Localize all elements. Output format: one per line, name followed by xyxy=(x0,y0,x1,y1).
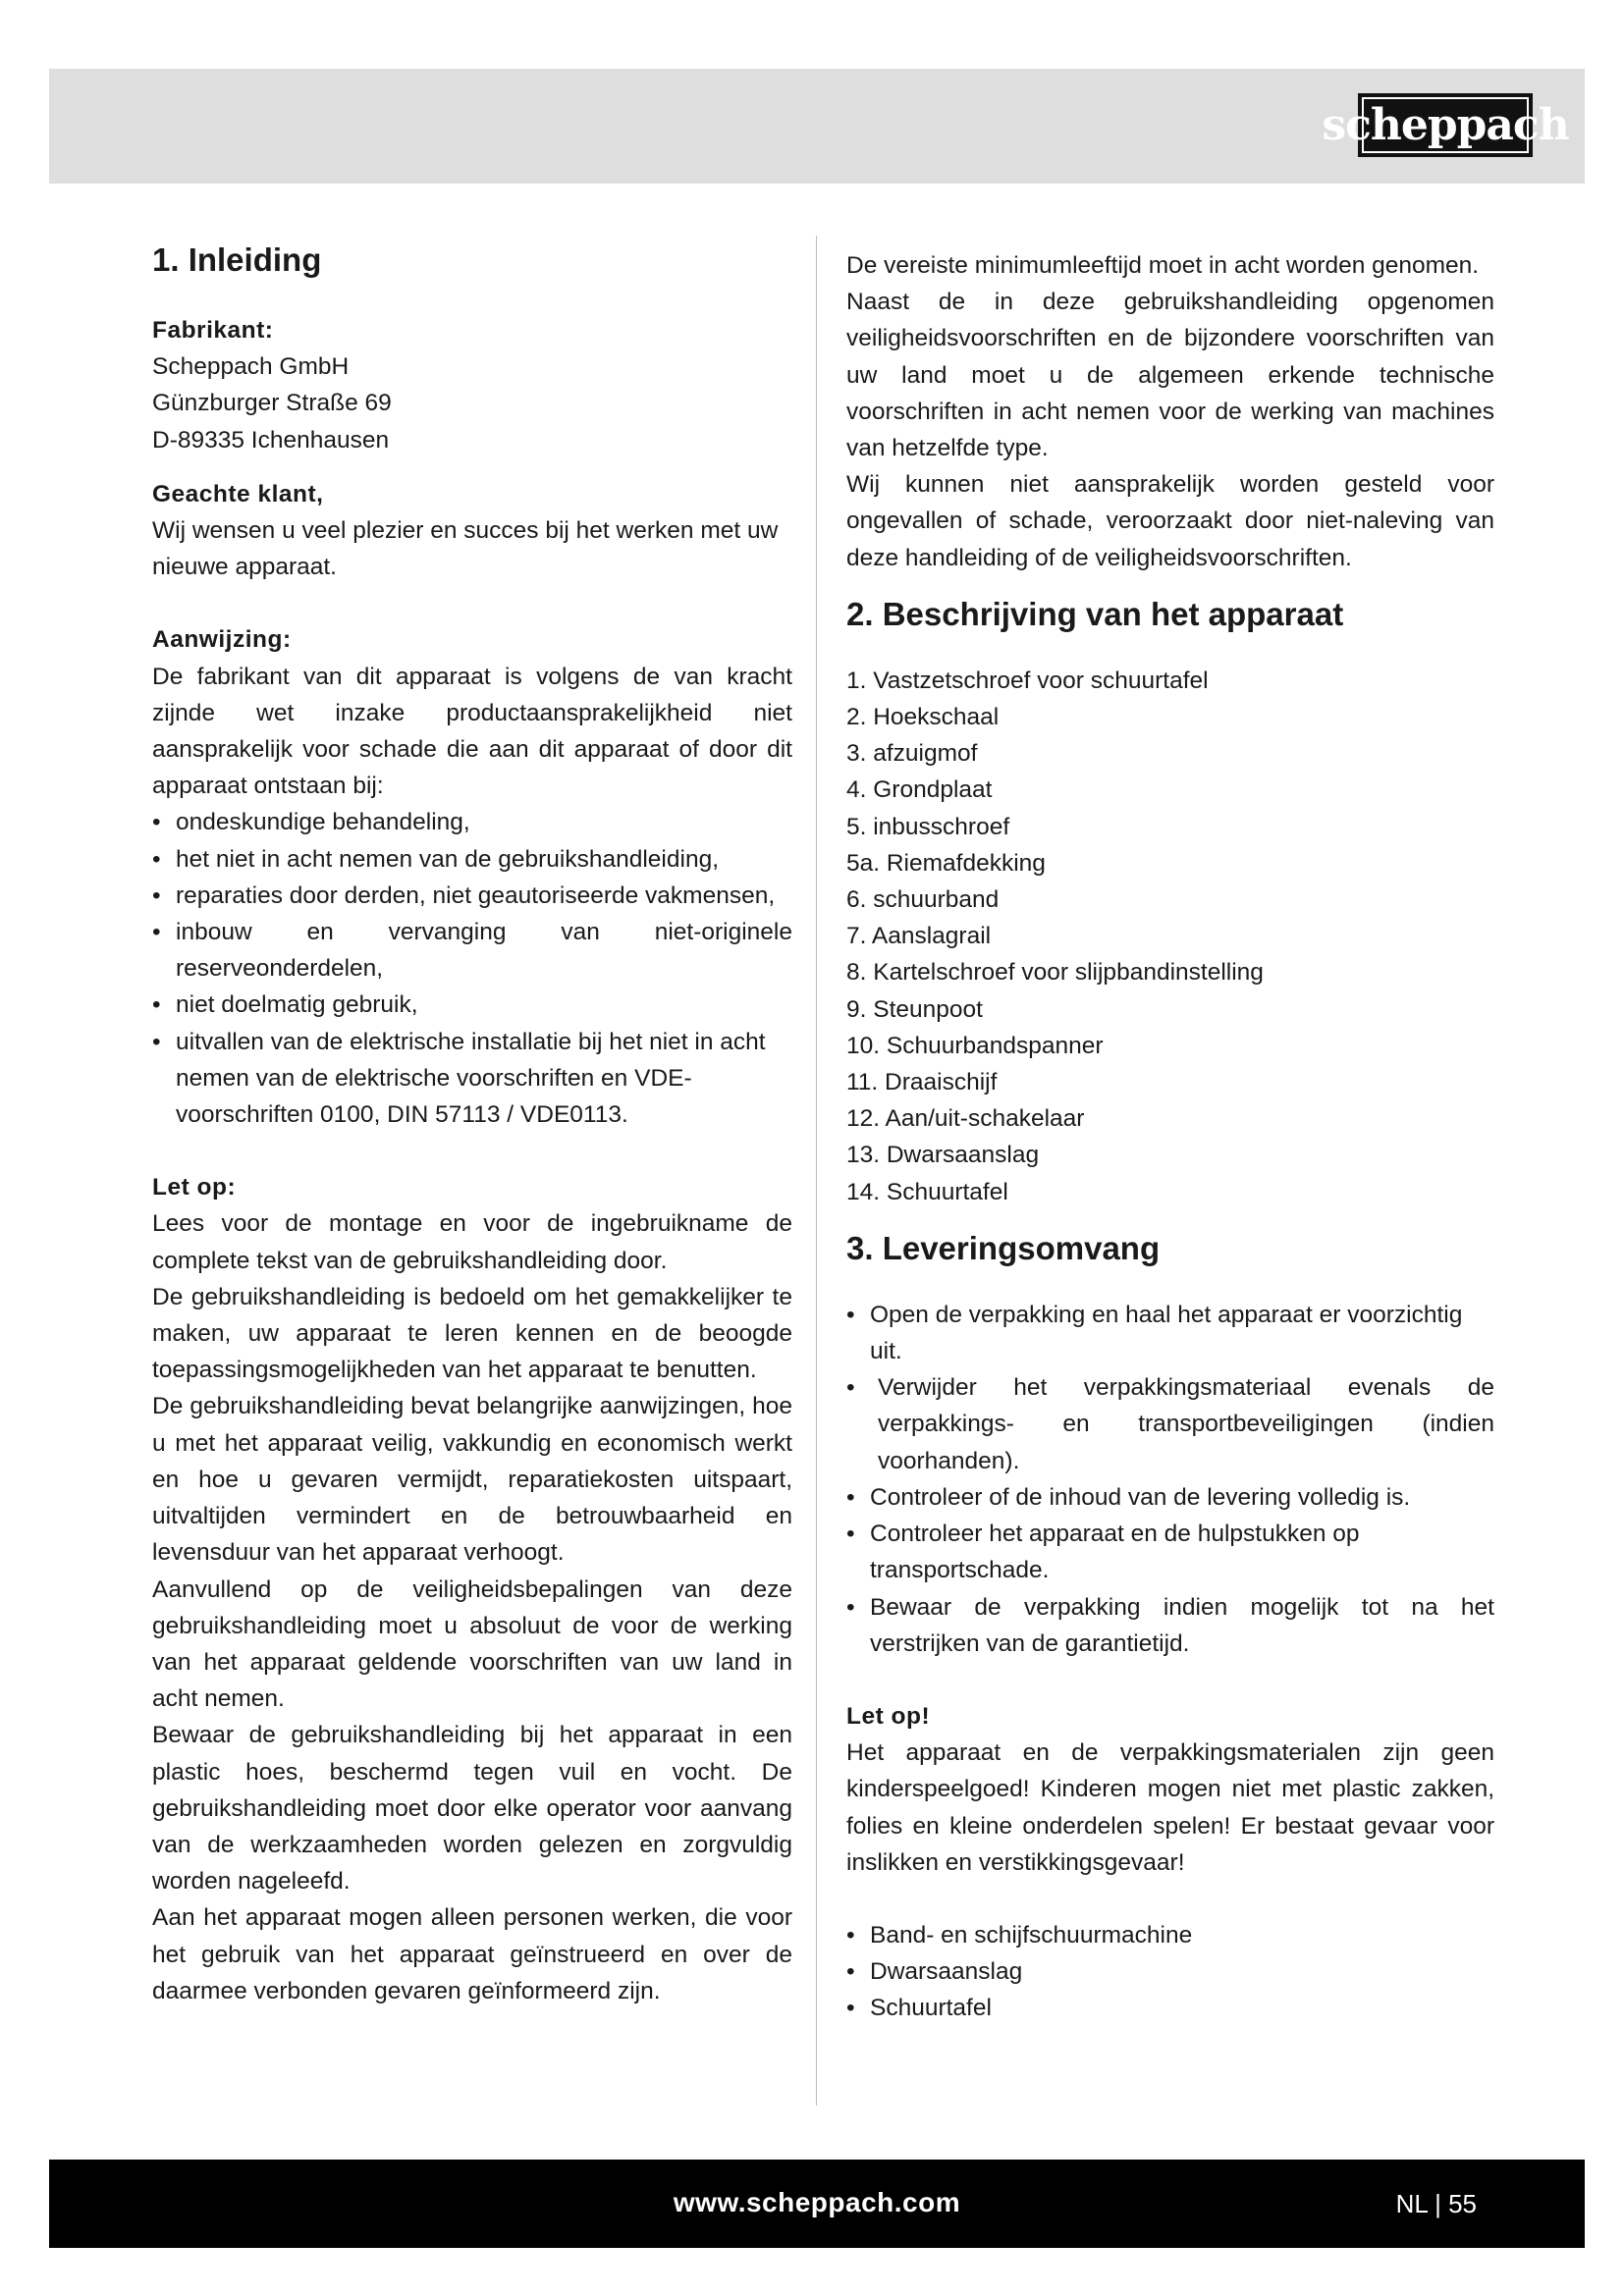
attention-paragraph: Lees voor de montage en voor de ingebruikname de complete tekst van de gebruikshandleiding door. xyxy=(152,1210,792,1274)
footer-band xyxy=(49,2160,1585,2248)
list-item: 3. afzuigmof xyxy=(846,740,978,768)
list-item: • Schuurtafel xyxy=(846,1990,1494,2026)
list-item: 10. Schuurbandspanner xyxy=(846,1032,1104,1059)
list-item: • Controleer het apparaat en de hulpstukken op transportschade. xyxy=(846,1516,1494,1588)
attention-paragraph: De gebruikshandleiding is bedoeld om het gemakkelijker te maken, uw apparaat te leren kennen en de beoogde toepassingsmogelijkheden van het apparaat te benutten. xyxy=(152,1283,792,1384)
page-number: NL | 55 xyxy=(1395,2189,1477,2218)
list-item: 9. Steunpoot xyxy=(846,995,983,1023)
right-column xyxy=(846,236,1494,2027)
warning-label: Let op! xyxy=(846,1702,931,1730)
list-item: 4. Grondplaat xyxy=(846,776,993,804)
attention-paragraph: De gebruikshandleiding bevat belangrijke aanwijzingen, hoe u met het apparaat veilig, vakkundig en economisch werkt en hoe u gevaren vermijdt, reparatiekosten uitspaart, uitvaltijden vermindert en de betrouwbaarheid en levensduur van het apparaat verhoogt. xyxy=(152,1393,792,1567)
list-item: • niet doelmatig gebruik, xyxy=(152,987,792,1023)
delivery-list xyxy=(846,1297,1494,1662)
attention-paragraph: Aanvullend op de veiligheidsbepalingen van deze gebruikshandleiding moet u absoluut de voor de werking van het apparaat geldende voorschriften van uw land in acht nemen. xyxy=(152,1575,792,1713)
attention-label: Let op: xyxy=(152,1174,237,1201)
left-column xyxy=(152,236,792,2009)
list-item: • reparaties door derden, niet geautoriseerde vakmensen, xyxy=(152,878,792,914)
section-title-leveringsomvang: 3. Leveringsomvang xyxy=(846,1229,1161,1266)
list-item: • Band- en schijfschuurmachine xyxy=(846,1917,1494,1953)
section-title-inleiding: 1. Inleiding xyxy=(152,241,322,278)
list-item: 2. Hoekschaal xyxy=(846,704,1000,731)
list-item: • het niet in acht nemen van de gebruikshandleiding, xyxy=(152,841,792,878)
list-item: 11. Draaischijf xyxy=(846,1069,998,1096)
scope-list xyxy=(846,1917,1494,2027)
list-item: 14. Schuurtafel xyxy=(846,1178,1008,1205)
attention-paragraph: Bewaar de gebruikshandleiding bij het apparaat in een plastic hoes, beschermd tegen vuil en vocht. De gebruikshandleiding moet door elke operator voor aanvang van de werkzaamheden worden gelezen en zorgvuldig worden nageleefd. xyxy=(152,1722,792,1896)
note-text: De fabrikant van dit apparaat is volgens de van kracht zijnde wet inzake productaansprakelijkheid niet aansprakelijk voor schade die aan dit apparaat of door dit apparaat ontstaan bij: xyxy=(152,663,792,800)
list-item: 6. schuurband xyxy=(846,886,1000,914)
list-item: 7. Aanslagrail xyxy=(846,923,992,950)
note-label: Aanwijzing: xyxy=(152,626,292,654)
list-item: 13. Dwarsaanslag xyxy=(846,1142,1040,1169)
list-item: 8. Kartelschroef voor slijpbandinstelling xyxy=(846,959,1264,987)
list-item: • inbouw en vervanging van niet-originele reserveonderdelen, xyxy=(152,914,792,987)
warning-text: Het apparaat en de verpakkingsmaterialen zijn geen kinderspeelgoed! Kinderen mogen niet met plastic zakken, folies en kleine onderdelen spelen! Er bestaat gevaar voor inslikken en verstikkingsgevaar! xyxy=(846,1739,1494,1876)
list-item: 12. Aan/uit-schakelaar xyxy=(846,1105,1085,1133)
section-title-beschrijving: 2. Beschrijving van het apparaat xyxy=(846,595,1344,632)
list-item: • ondeskundige behandeling, xyxy=(152,804,792,840)
list-item: 5. inbusschroef xyxy=(846,813,1010,840)
intro-paragraph: Wij kunnen niet aansprakelijk worden gesteld voor ongevallen of schade, veroorzaakt door niet-naleving van deze handleiding of de veiligheidsvoorschriften. xyxy=(846,471,1494,571)
list-item: • Verwijder het verpakkingsmateriaal evenals de verpakkings- en transportbeveiligingen (indien voorhanden). xyxy=(846,1369,1494,1479)
list-item: • uitvallen van de elektrische installatie bij het niet in acht nemen van de elektrische voorschriften en VDE-voorschriften 0100, DIN 57113 / VDE0113. xyxy=(152,1024,792,1134)
footer-url: www.scheppach.com xyxy=(673,2187,961,2217)
manufacturer-line: Scheppach GmbH xyxy=(152,353,350,381)
list-item: 5a. Riemafdekking xyxy=(846,849,1046,877)
parts-list xyxy=(846,663,1494,1210)
column-divider xyxy=(816,236,817,2106)
intro-paragraph: Naast de in deze gebruikshandleiding opgenomen veiligheidsvoorschriften en de bijzondere voorschriften van uw land moet u de algemeen erkende technische voorschriften in acht nemen voor de werking van machines van hetzelfde type. xyxy=(846,289,1494,462)
attention-paragraph: Aan het apparaat mogen alleen personen werken, die voor het gebruik van het apparaat geïnstrueerd en over de daarmee verbonden gevaren geïnformeerd zijn. xyxy=(152,1904,792,2004)
list-item: • Dwarsaanslag xyxy=(846,1953,1494,1990)
manufacturer-line: Günzburger Straße 69 xyxy=(152,390,392,417)
list-item: • Bewaar de verpakking indien mogelijk tot na het verstrijken van de garantietijd. xyxy=(846,1589,1494,1662)
greeting-text: Wij wensen u veel plezier en succes bij het werken met uw nieuwe apparaat. xyxy=(152,517,779,581)
list-item: • Open de verpakking en haal het apparaat er voorzichtig uit. xyxy=(846,1297,1494,1369)
note-list xyxy=(152,804,792,1133)
scheppach-logo: scheppach xyxy=(1358,93,1533,157)
greeting-label: Geachte klant, xyxy=(152,480,324,507)
intro-paragraph: De vereiste minimumleeftijd moet in acht worden genomen. xyxy=(846,252,1480,279)
list-item: • Controleer of de inhoud van de levering volledig is. xyxy=(846,1479,1494,1516)
list-item: 1. Vastzetschroef voor schuurtafel xyxy=(846,667,1209,694)
manufacturer-label: Fabrikant: xyxy=(152,317,274,344)
manufacturer-line: D-89335 Ichenhausen xyxy=(152,426,390,454)
